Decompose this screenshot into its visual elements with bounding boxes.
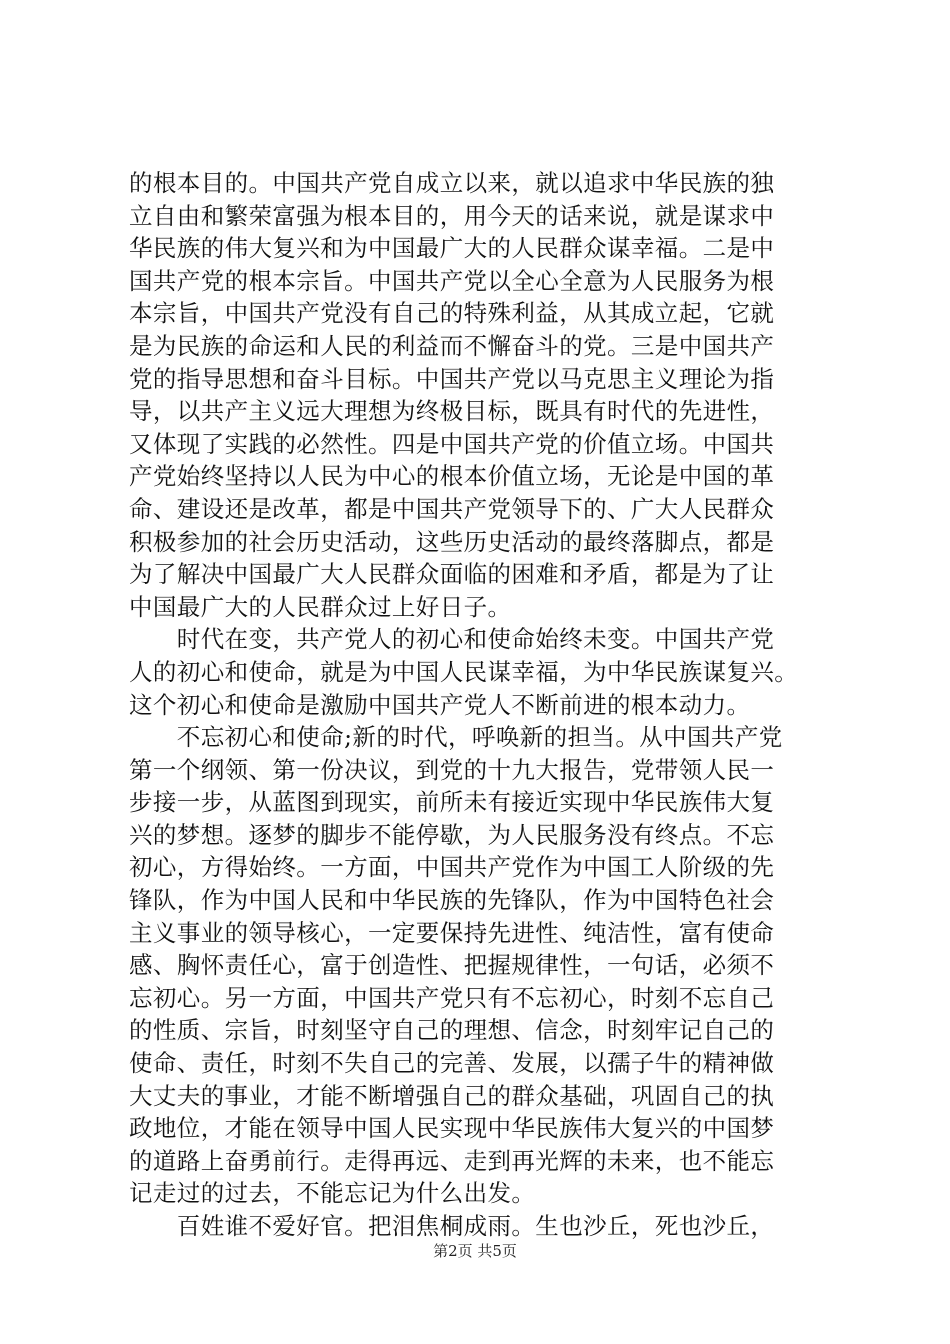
text-line: 步接一步，从蓝图到现实，前所未有接近实现中华民族伟大复 (129, 788, 775, 817)
text-line: 使命、责任，时刻不失自己的完善、发展，以孺子牛的精神做 (129, 1049, 775, 1078)
text-line: 不忘初心和使命;新的时代，呼唤新的担当。从中国共产党 (129, 723, 783, 752)
text-line: 这个初心和使命是激励中国共产党人不断前进的根本动力。 (129, 690, 751, 719)
text-line: 命、建设还是改革，都是中国共产党领导下的、广大人民群众 (129, 494, 775, 523)
text-line: 主义事业的领导核心，一定要保持先进性、纯洁性，富有使命 (129, 918, 775, 947)
text-line: 的道路上奋勇前行。走得再远、走到再光辉的未来，也不能忘 (129, 1146, 775, 1175)
text-line: 第一个纲领、第一份决议，到党的十九大报告，党带领人民一 (129, 755, 775, 784)
page-footer: 第2页 共5页 (433, 1242, 517, 1260)
text-line: 人的初心和使命，就是为中国人民谋幸福，为中华民族谋复兴。 (129, 657, 799, 686)
text-line: 记走过的过去，不能忘记为什么出发。 (129, 1179, 536, 1208)
text-line: 产党始终坚持以人民为中心的根本价值立场，无论是中国的革 (129, 462, 775, 491)
text-line: 立自由和繁荣富强为根本目的，用今天的话来说，就是谋求中 (129, 201, 775, 230)
text-line: 锋队，作为中国人民和中华民族的先锋队，作为中国特色社会 (129, 886, 775, 915)
text-line: 的根本目的。中国共产党自成立以来，就以追求中华民族的独 (129, 169, 775, 197)
text-line: 华民族的伟大复兴和为中国最广大的人民群众谋幸福。二是中 (129, 234, 775, 263)
text-line: 初心，方得始终。一方面，中国共产党作为中国工人阶级的先 (129, 853, 775, 882)
text-line: 为了解决中国最广大人民群众面临的困难和矛盾，都是为了让 (129, 560, 775, 589)
body-text (129, 167, 829, 1243)
text-line: 感、胸怀责任心，富于创造性、把握规律性，一句话，必须不 (129, 951, 775, 980)
text-line: 时代在变，共产党人的初心和使命始终未变。中国共产党 (129, 625, 775, 654)
text-line: 中国最广大的人民群众过上好日子。 (129, 592, 512, 621)
text-line: 又体现了实践的必然性。四是中国共产党的价值立场。中国共 (129, 429, 775, 458)
text-line: 导，以共产主义远大理想为终极目标，既具有时代的先进性， (129, 397, 775, 426)
text-line: 政地位，才能在领导中国人民实现中华民族伟大复兴的中国梦 (129, 1114, 775, 1143)
text-line: 忘初心。另一方面，中国共产党只有不忘初心，时刻不忘自己 (129, 983, 775, 1012)
text-line: 百姓谁不爱好官。把泪焦桐成雨。生也沙丘，死也沙丘， (129, 1212, 775, 1240)
text-line: 的性质、宗旨，时刻坚守自己的理想、信念，时刻牢记自己的 (129, 1016, 775, 1045)
text-line: 国共产党的根本宗旨。中国共产党以全心全意为人民服务为根 (129, 266, 775, 295)
text-line: 本宗旨，中国共产党没有自己的特殊利益，从其成立起，它就 (129, 299, 775, 328)
text-line: 积极参加的社会历史活动，这些历史活动的最终落脚点，都是 (129, 527, 775, 556)
text-line: 大丈夫的事业，才能不断增强自己的群众基础，巩固自己的执 (129, 1081, 775, 1110)
text-line: 兴的梦想。逐梦的脚步不能停歇，为人民服务没有终点。不忘 (129, 820, 775, 849)
text-line: 是为民族的命运和人民的利益而不懈奋斗的党。三是中国共产 (129, 331, 775, 360)
text-line: 党的指导思想和奋斗目标。中国共产党以马克思主义理论为指 (129, 364, 775, 393)
